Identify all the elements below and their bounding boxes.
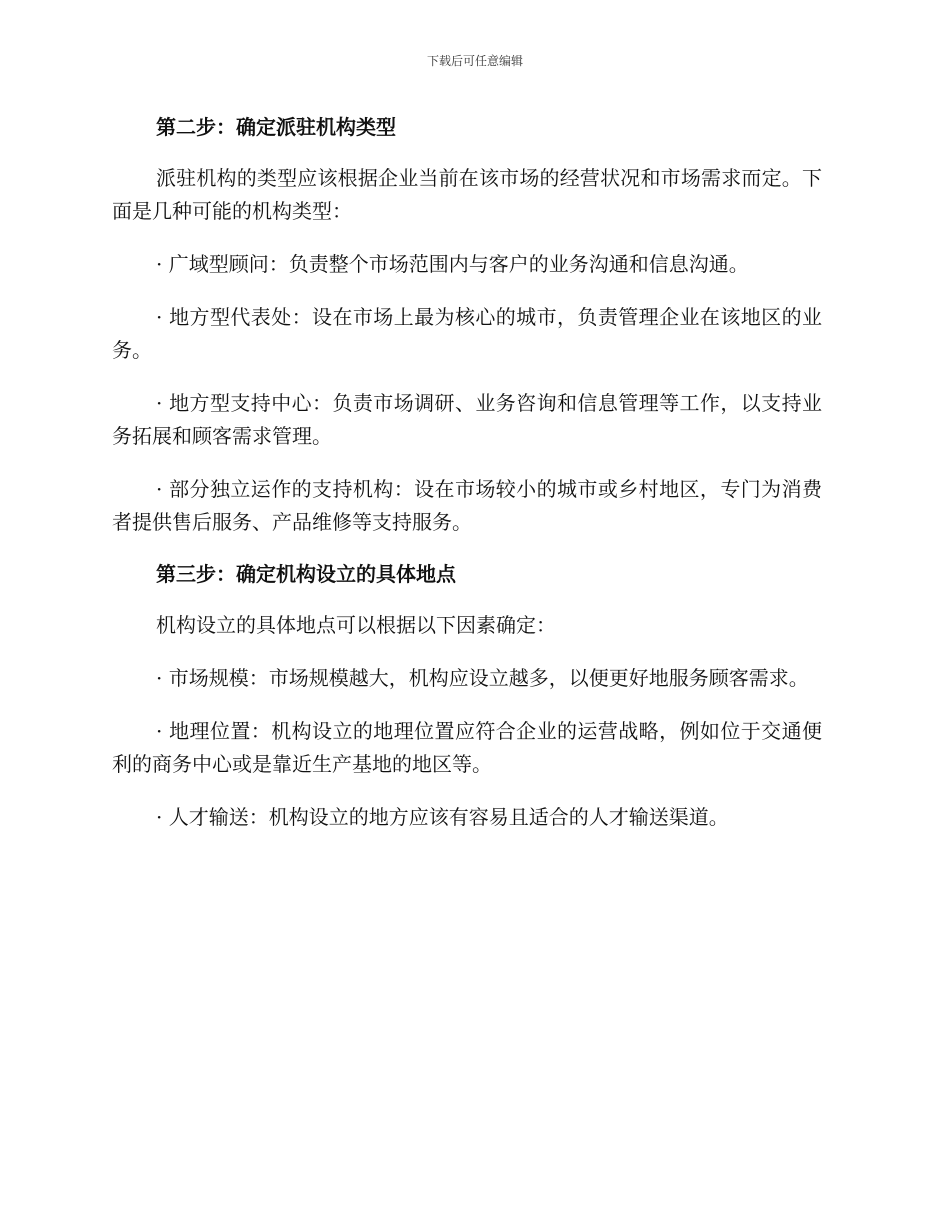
step2-intro-paragraph: 派驻机构的类型应该根据企业当前在该市场的经营状况和市场需求而定。下面是几种可能的机构类型： — [112, 166, 822, 223]
step3-item-talent-supply: · 人才输送：机构设立的地方应该有容易且适合的人才输送渠道。 — [156, 805, 729, 829]
page-header: 下载后可任意编辑 — [426, 54, 523, 68]
step2-heading: 第二步：确定派驻机构类型 — [156, 115, 396, 139]
document-body — [112, 112, 822, 854]
step2-item-local-support-center: · 地方型支持中心：负责市场调研、业务咨询和信息管理等工作，以支持业务拓展和顾客需求管理。 — [112, 391, 822, 448]
step3-heading: 第三步：确定机构设立的具体地点 — [156, 562, 456, 586]
step3-item-market-size: · 市场规模：市场规模越大，机构应设立越多，以便更好地服务顾客需求。 — [156, 666, 809, 690]
step3-item-geographic-location: · 地理位置：机构设立的地理位置应符合企业的运营战略，例如位于交通便利的商务中心或是靠近生产基地的地区等。 — [112, 719, 822, 776]
step2-item-local-office: · 地方型代表处：设在市场上最为核心的城市，负责管理企业在该地区的业务。 — [112, 305, 822, 362]
step2-item-wide-area-consultant: · 广域型顾问：负责整个市场范围内与客户的业务沟通和信息沟通。 — [156, 252, 749, 276]
step2-item-independent-support: · 部分独立运作的支持机构：设在市场较小的城市或乡村地区，专门为消费者提供售后服务、产品维修等支持服务。 — [112, 477, 822, 534]
step3-intro-paragraph: 机构设立的具体地点可以根据以下因素确定： — [156, 613, 556, 637]
